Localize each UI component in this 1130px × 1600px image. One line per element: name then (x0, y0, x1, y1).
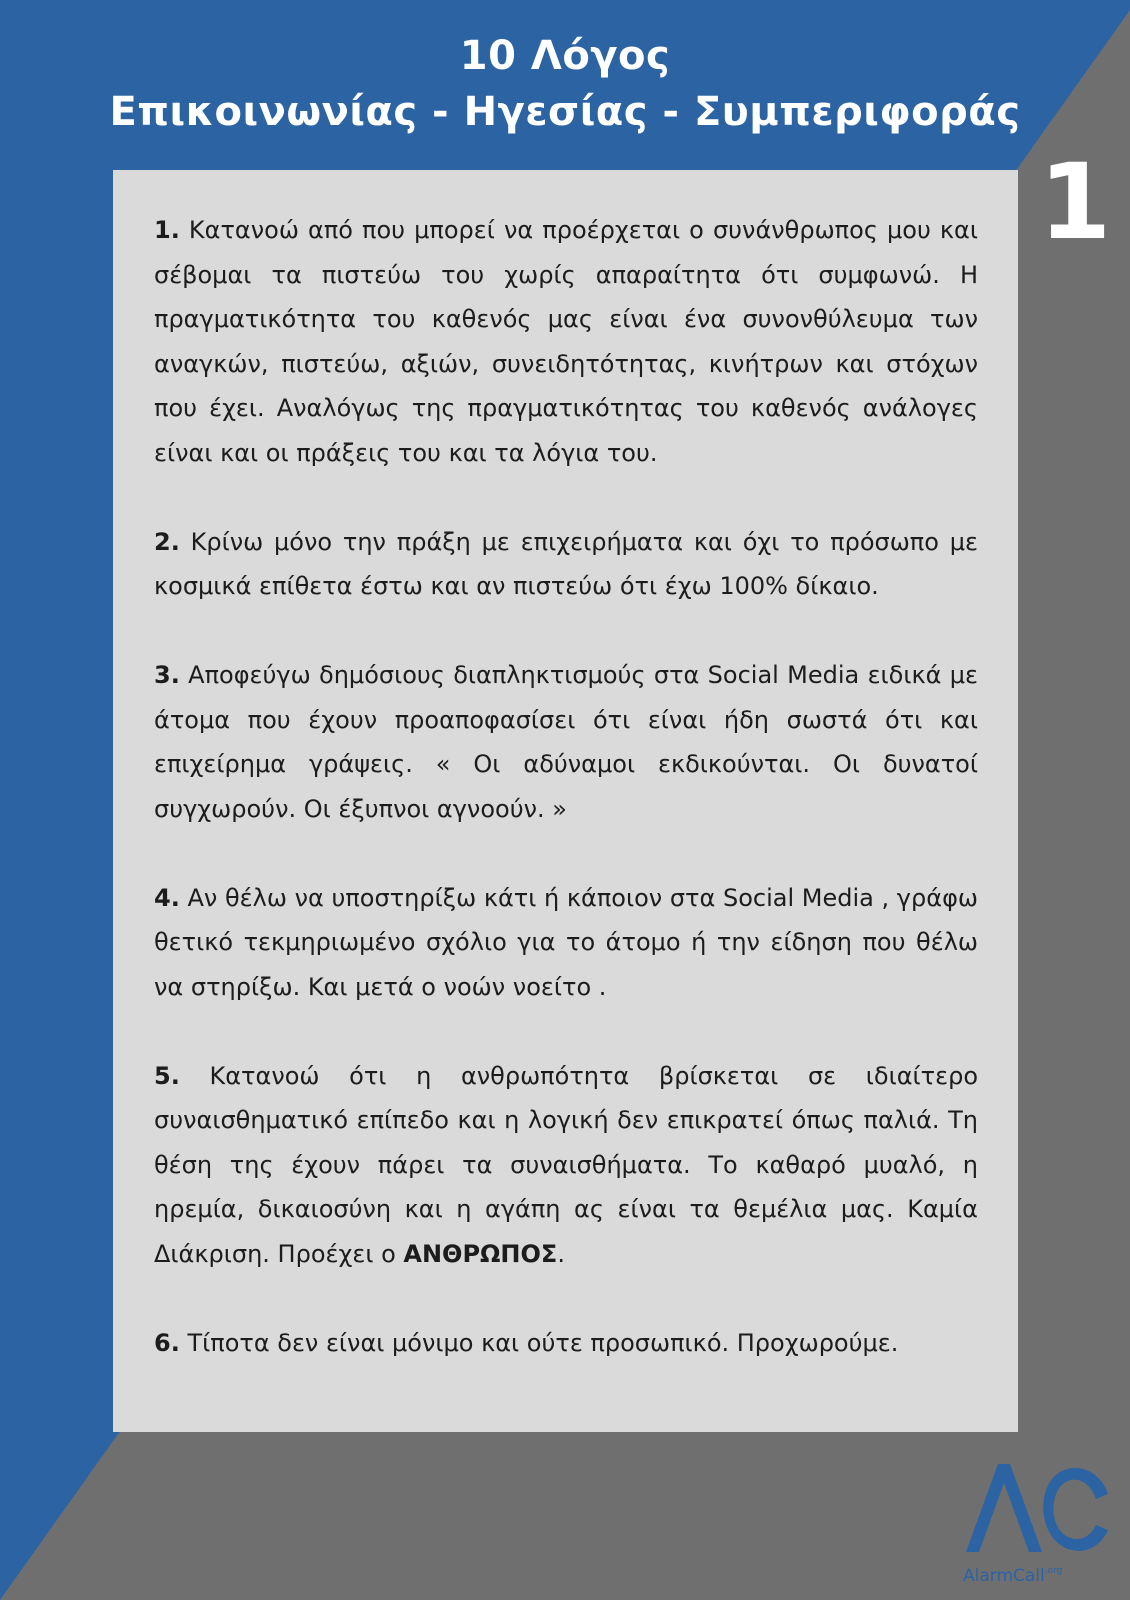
list-item-3 (154, 653, 986, 831)
list-item-2 (154, 520, 986, 609)
item-number: 5. (154, 1061, 180, 1090)
logo-suffix: .org (1044, 1566, 1063, 1576)
item-text: Τίποτα δεν είναι μόνιμο και ούτε προσωπικό. Προχωρούμε. (179, 1328, 899, 1357)
item-number: 6. (154, 1328, 180, 1357)
item-text: Κατανοώ από που μπορεί να προέρχεται ο συνάνθρωπος μου και σέβομαι τα πιστεύω του χωρίς απαραίτητα ότι συμφωνώ. Η πραγματικότητα του καθενός μας είναι ένα συνονθύλευμα των αναγκών, πιστεύω, αξιών, συνειδητότητας, κινήτρων και στόχων που έχει. Αναλόγως της πραγματικότητας του καθενός ανάλογες είναι και οι πράξεις του και τα λόγια του. (154, 216, 986, 467)
item-text-end: . (557, 1239, 565, 1268)
alarmcall-logo (960, 1450, 1110, 1590)
logo-name: AlarmCall (963, 1566, 1045, 1586)
item-number: 4. (154, 883, 180, 912)
page-number: 1 (1038, 141, 1112, 263)
list-item-4 (154, 876, 986, 1010)
item-number: 2. (154, 527, 180, 556)
content-card (113, 170, 1018, 1432)
item-number: 1. (154, 216, 180, 244)
alarmcall-ac-logo-icon (960, 1450, 1110, 1562)
list-item-6 (154, 1321, 978, 1366)
page-title (0, 28, 1130, 140)
item-text: Αν θέλω να υποστηρίξω κάτι ή κάποιον στα Social Media , γράφω θετικό τεκμηριωμένο σχόλιο για το άτομο ή την είδηση που θέλω να στηρίξω. Και μετά ο νοών νοείτο . (154, 883, 986, 1001)
item-text: Κατανοώ ότι η ανθρωπότητα βρίσκεται σε ιδιαίτερο συναισθηματικό επίπεδο και η λογική δεν επικρατεί όπως παλιά. Τη θέση της έχουν πάρει τα συναισθήματα. Το καθαρό μυαλό, η ηρεμία, δικαιοσύνη και η αγάπη ας είναι τα θεμέλια μας. Καμία Διάκριση. Προέχει ο (154, 1061, 986, 1268)
title-line-2: Επικοινωνίας - Ηγεσίας - Συμπεριφοράς (109, 89, 1021, 135)
list-item-1 (154, 208, 986, 475)
title-line-1: 10 Λόγος (459, 33, 671, 79)
item-text: Κρίνω μόνο την πράξη με επιχειρήματα και όχι το πρόσωπο με κοσμικά επίθετα έστω και αν πιστεύω ότι έχω 100% δίκαιο. (154, 527, 986, 600)
item-number: 3. (154, 661, 180, 689)
item-emphasis: ΑΝΘΡΩΠΟΣ (403, 1239, 558, 1268)
logo-text (963, 1566, 1062, 1586)
list-item-5 (154, 1054, 986, 1277)
item-text: Αποφεύγω δημόσιους διαπληκτισμούς στα Social Media ειδικά με άτομα που έχουν προαποφασίσει ότι είναι ήδη σωστά ότι και επιχείρημα γράψεις. « Οι αδύναμοι εκδικούνται. Οι δυνατοί συγχωρούν. Οι έξυπνοι αγνοούν. » (154, 661, 986, 823)
